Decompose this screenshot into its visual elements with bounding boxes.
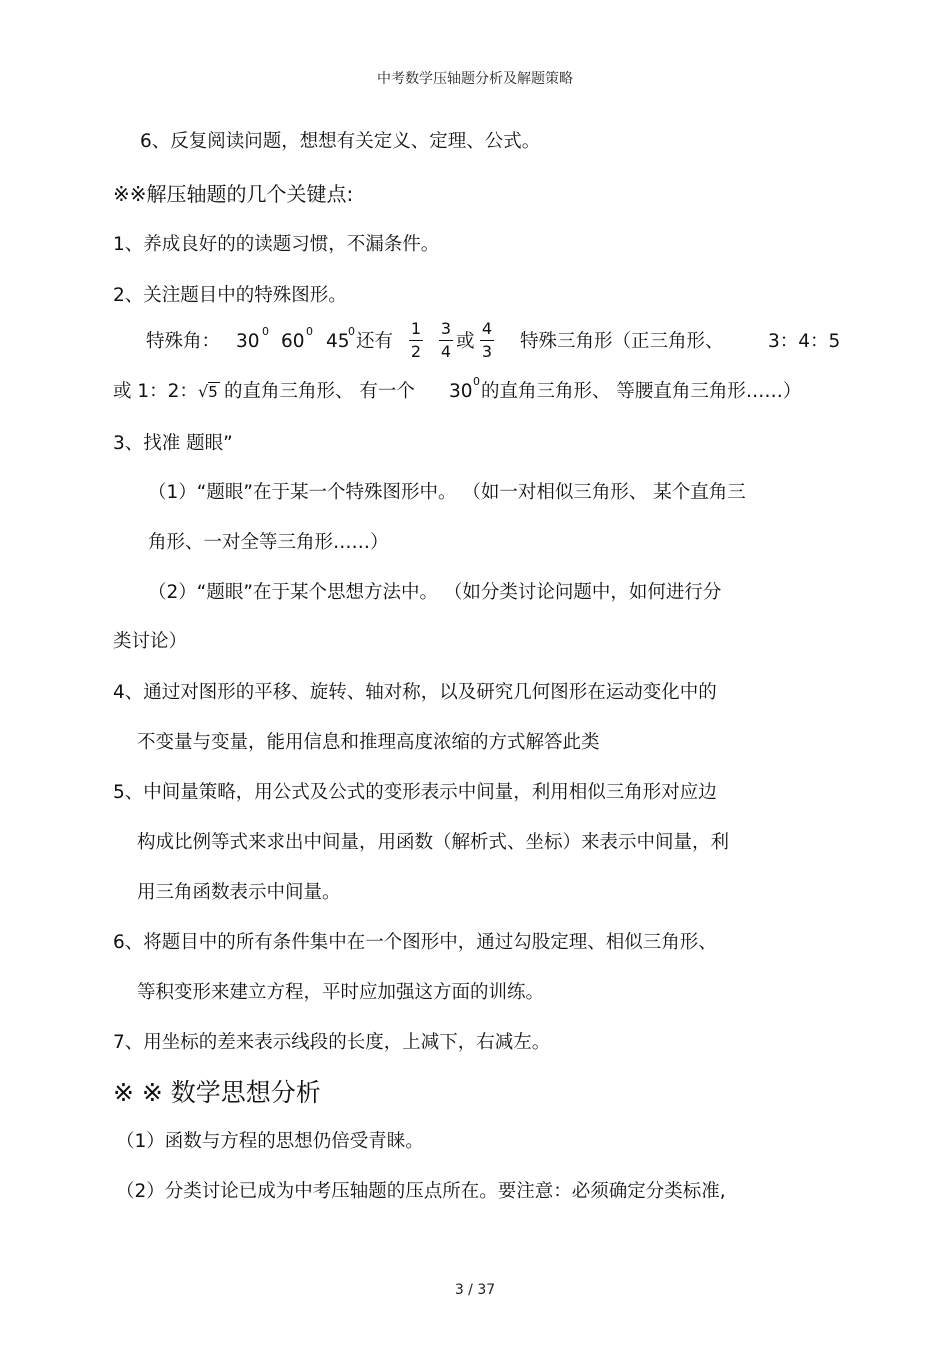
text-line: 的直角三角形、 有一个 — [224, 381, 415, 402]
text-line: （2）“题眼”在于某个思想方法中。 （如分类讨论问题中，如何进行分 — [148, 582, 722, 603]
angle-value: 60 — [281, 331, 305, 352]
degree-mark: 0 — [348, 325, 355, 338]
text-line: 类讨论） — [113, 631, 188, 652]
text-line: 3、找准 题眼” — [113, 433, 233, 454]
fraction-denominator: 4 — [440, 342, 452, 361]
fraction-denominator: 3 — [481, 342, 493, 361]
text-line: 还有 — [356, 331, 394, 352]
text-line: 等积变形来建立方程，平时应加强这方面的训练。 — [137, 982, 545, 1003]
section-heading: ※ ※ 数学思想分析 — [113, 1078, 321, 1107]
fraction-bar — [480, 340, 494, 341]
fraction-numerator: 1 — [410, 319, 422, 338]
fraction-bar — [439, 340, 453, 341]
degree-mark: 0 — [473, 375, 480, 388]
text-line: 的直角三角形、 等腰直角三角形……） — [481, 381, 802, 402]
radicand: 5 — [208, 383, 218, 401]
degree-mark: 0 — [262, 325, 269, 338]
text-line: 角形、一对全等三角形……） — [148, 532, 389, 553]
page-number: 3 / 37 — [454, 1282, 496, 1298]
text-line: （1）“题眼”在于某一个特殊图形中。 （如一对相似三角形、 某个直角三 — [148, 482, 746, 503]
text-line: 6、反复阅读问题，想想有关定义、定理、公式。 — [140, 131, 541, 152]
text-line: 4、通过对图形的平移、旋转、轴对称，以及研究几何图形在运动变化中的 — [113, 682, 717, 703]
angle-value: 30 — [236, 331, 260, 352]
text-line: 2、关注题目中的特殊图形。 — [113, 285, 347, 306]
text-line: （1）函数与方程的思想仍倍受青睐。 — [116, 1131, 424, 1152]
fraction-denominator: 2 — [410, 342, 422, 361]
text-line: 不变量与变量，能用信息和推理高度浓缩的方式解答此类 — [137, 732, 600, 753]
angle-value: 45 — [326, 331, 350, 352]
degree-mark: 0 — [306, 325, 313, 338]
text-line: 特殊三角形（正三角形、 — [520, 331, 724, 352]
ratio-text: 3：4：5 — [768, 331, 841, 352]
section-heading: ※※解压轴题的几个关键点: — [113, 182, 354, 206]
page-header: 中考数学压轴题分析及解题策略 — [377, 71, 573, 87]
text-line: 构成比例等式来求出中间量，用函数（解析式、坐标）来表示中间量，利 — [137, 832, 730, 853]
text-line: 用三角函数表示中间量。 — [137, 882, 341, 903]
text-line: 1、养成良好的的读题习惯，不漏条件。 — [113, 234, 440, 255]
fraction-bar — [409, 340, 423, 341]
fraction-numerator: 3 — [440, 319, 452, 338]
square-root: √ 5 — [198, 380, 218, 404]
text-line: 6、将题目中的所有条件集中在一个图形中，通过勾股定理、相似三角形、 — [113, 932, 717, 953]
text-line: 5、中间量策略，用公式及公式的变形表示中间量，利用相似三角形对应边 — [113, 782, 717, 803]
text-line: 7、用坐标的差来表示线段的长度，上减下，右减左。 — [113, 1032, 551, 1053]
text-line: （2）分类讨论已成为中考压轴题的压点所在。要注意：必须确定分类标准, — [116, 1181, 726, 1202]
angle-value: 30 — [449, 381, 473, 402]
fraction-numerator: 4 — [481, 319, 493, 338]
text-line: 或 1：2： — [113, 381, 198, 402]
text-line: 或 — [456, 331, 475, 352]
text-line: 特殊角： — [146, 331, 221, 352]
